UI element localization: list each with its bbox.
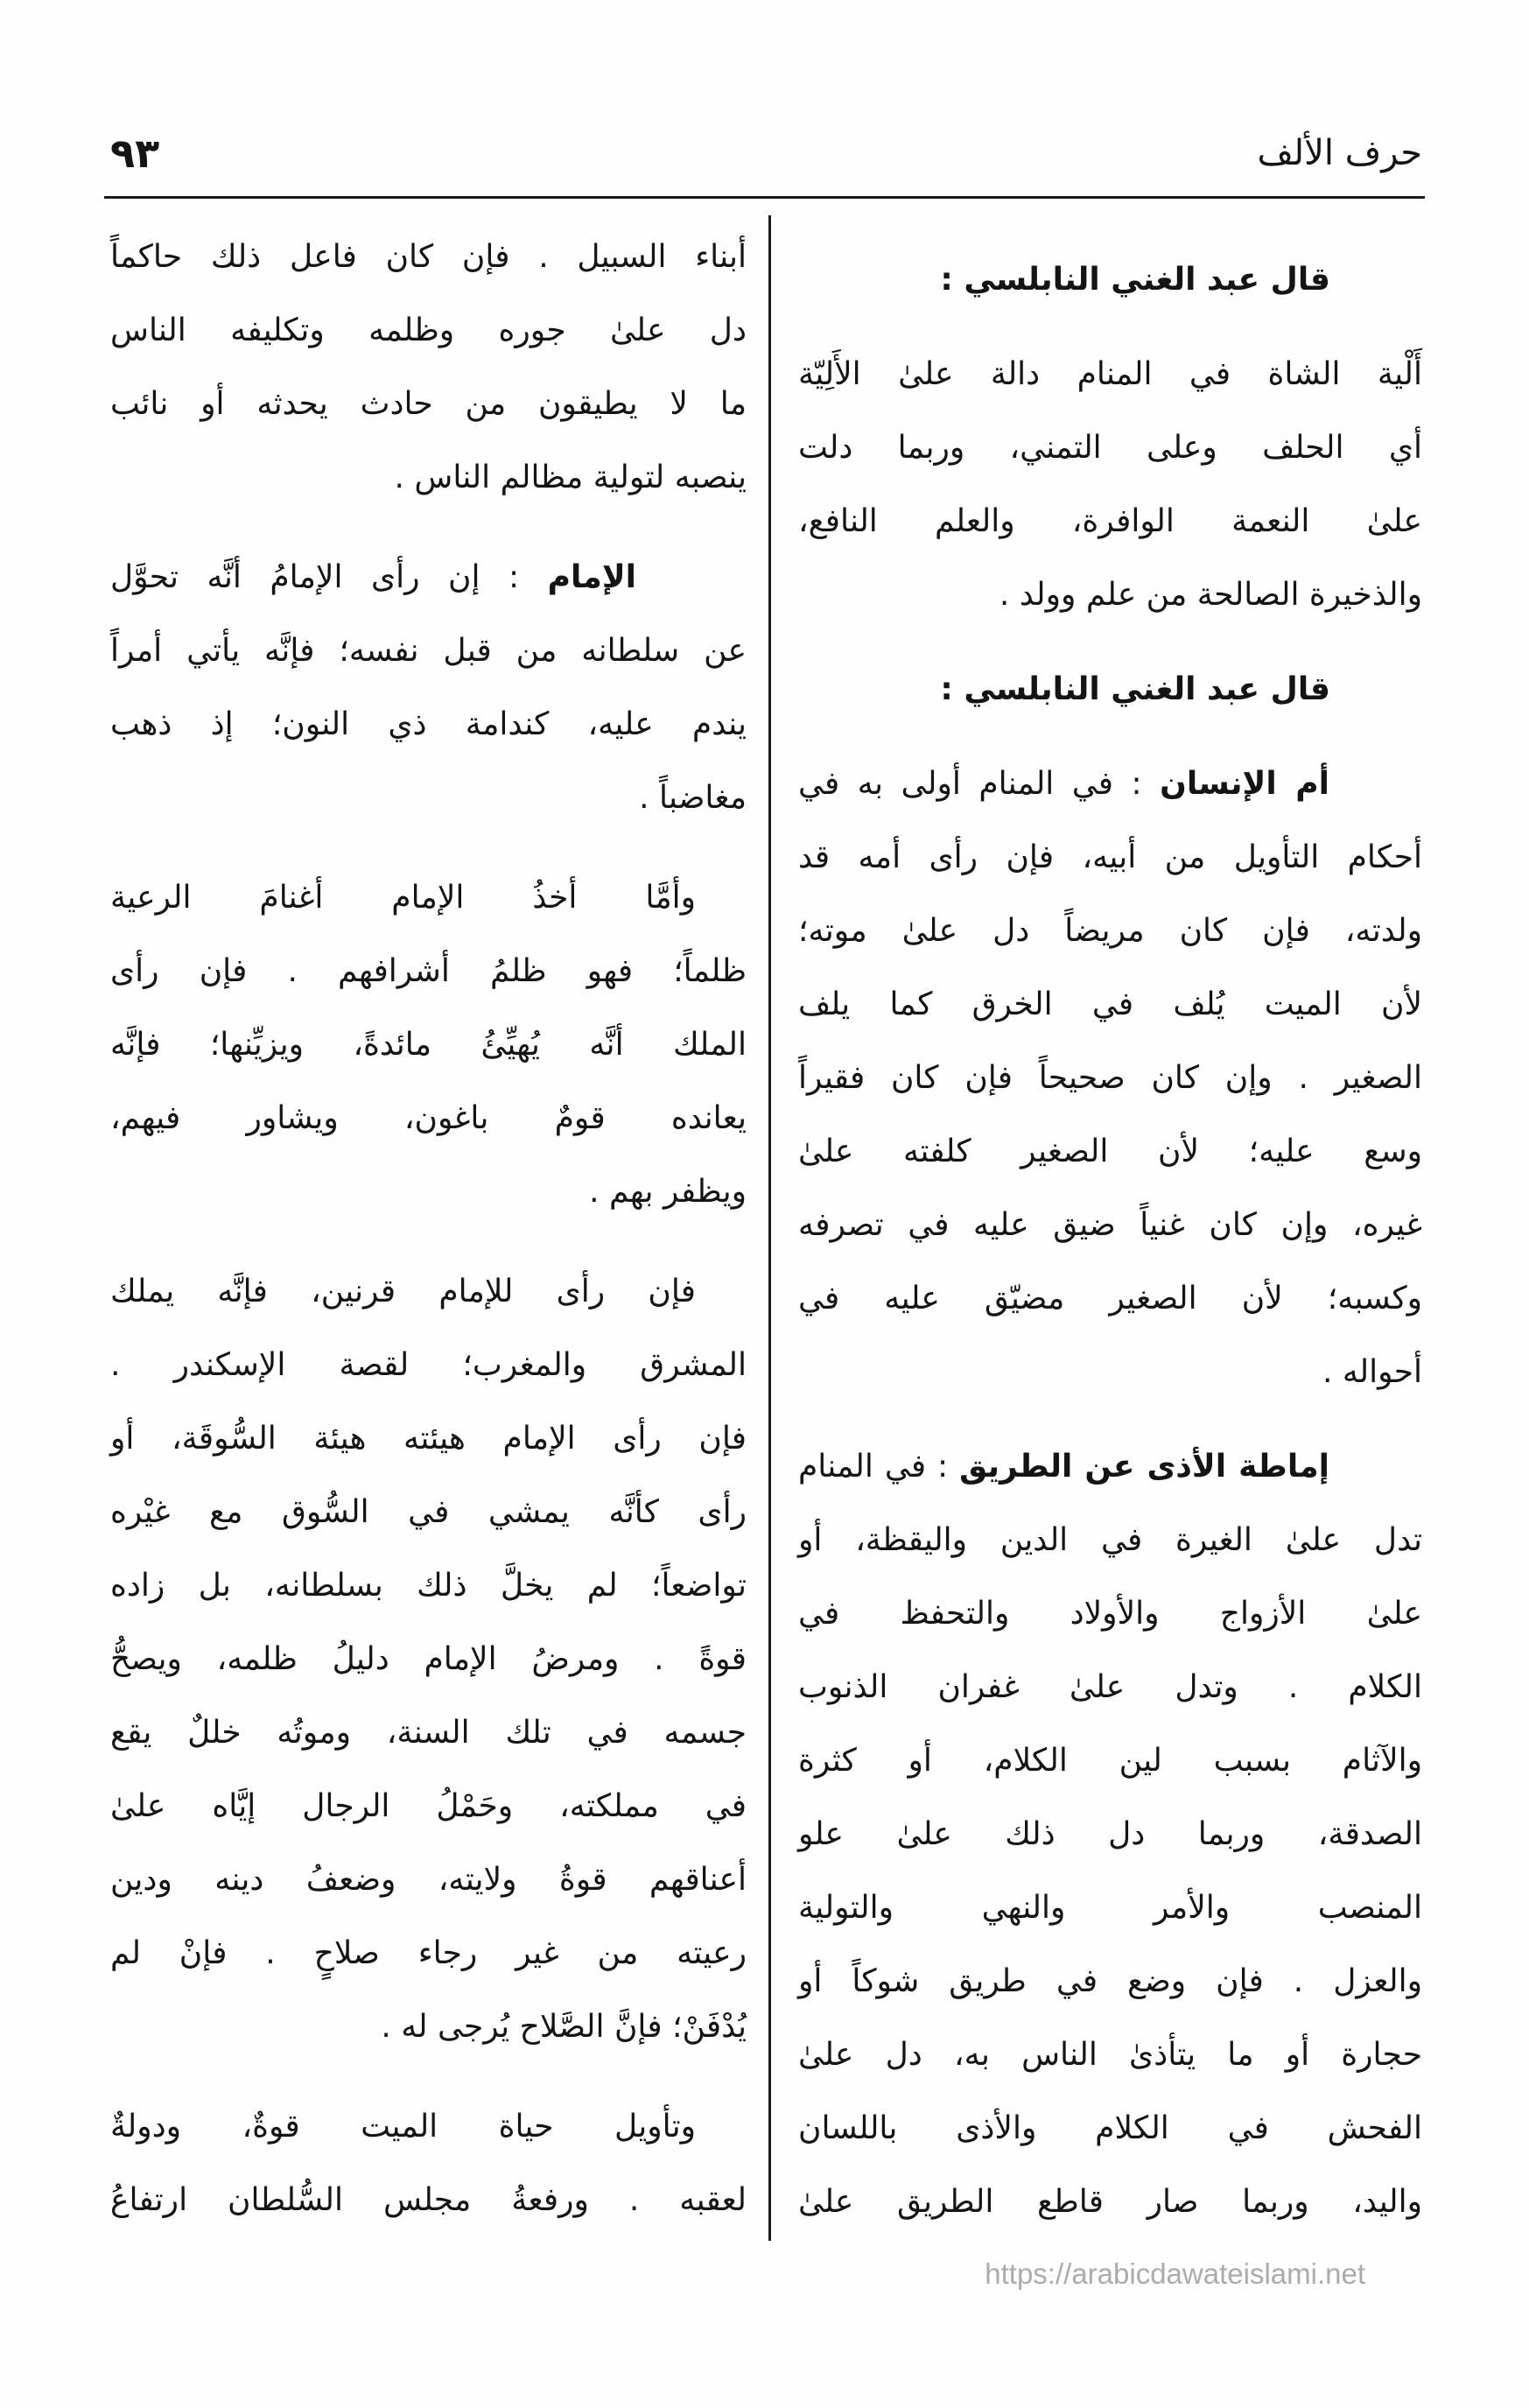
entry-term: الإمام: [547, 559, 636, 595]
text-line: دل علىٰ جوره وظلمه وتكليفه الناس: [110, 312, 747, 348]
text-line: عن سلطانه من قبل نفسه؛ فإنَّه يأتي أمراً: [110, 633, 747, 669]
entry-term: إماطة الأذى عن الطريق: [959, 1449, 1329, 1485]
source-heading: [798, 653, 1422, 727]
text-line: أي الحلف وعلى التمني، وربما دلت: [798, 430, 1422, 466]
text-line: في مملكته، وحَمْلُ الرجال إيَّاه علىٰ: [110, 1788, 747, 1824]
entry-text: : في المنام أولى به في: [798, 766, 1142, 802]
text-line: مغاضباً .: [639, 780, 747, 816]
dream-entry: [110, 541, 747, 835]
right-column: [798, 243, 1422, 2239]
text-line: فإن رأى الإمام هيئته هيئة السُّوقَة، أو: [110, 1421, 747, 1457]
entry-first-line: [798, 748, 1422, 821]
entry-first-line: [798, 1430, 1422, 1504]
text-line: الفحش في الكلام والأذى باللسان: [798, 2110, 1422, 2146]
text-line: رعيته من غير رجاء صلاحٍ . فإنْ لم: [110, 1935, 747, 1971]
column-divider: [768, 215, 771, 2241]
text-line: أحواله .: [1322, 1354, 1422, 1390]
paragraph: [798, 338, 1422, 632]
text-line: أحكام التأويل من أبيه، فإن رأى أمه قد: [798, 839, 1422, 875]
text-line: المشرق والمغرب؛ لقصة الإسكندر .: [110, 1347, 747, 1383]
text-line: ظلماً؛ فهو ظلمُ أشرافهم . فإن رأى: [110, 953, 747, 989]
text-line: وسع عليه؛ لأن الصغير كلفته علىٰ: [798, 1134, 1422, 1169]
text-line: الكلام . وتدل علىٰ غفران الذنوب: [798, 1669, 1422, 1705]
text-line: لأن الميت يُلف في الخرق كما يلف: [798, 986, 1422, 1022]
text-line: الملك أنَّه يُهيِّئُ مائدةً، ويزيِّنها؛ فإنَّه: [110, 1027, 747, 1063]
chapter-title: حرف الألف: [1257, 133, 1422, 173]
text-line: أَلْية الشاة في المنام دالة علىٰ الأَلِيّة: [798, 356, 1422, 392]
header-rule: [104, 196, 1425, 199]
text-line: ولدته، فإن كان مريضاً دل علىٰ موته؛: [798, 913, 1422, 949]
text-line: الصغير . وإن كان صحيحاً فإن كان فقيراً: [798, 1060, 1422, 1096]
text-line: رأى كأنَّه يمشي في السُّوق مع غيْره: [110, 1494, 747, 1530]
entry-text: : في المنام: [798, 1449, 949, 1485]
dream-entry: [798, 1430, 1422, 2239]
text-line: واليد، وربما صار قاطع الطريق علىٰ: [798, 2184, 1422, 2220]
source-heading: [798, 243, 1422, 317]
text-line: يعانده قومٌ باغون، ويشاور فيهم،: [110, 1100, 747, 1136]
text-line: حجارة أو ما يتأذىٰ الناس به، دل علىٰ: [798, 2037, 1422, 2073]
text-line: والآثام بسبب لين الكلام، أو كثرة: [798, 1743, 1422, 1779]
text-line: فإن رأى للإمام قرنين، فإنَّه يملك: [110, 1274, 696, 1309]
text-line: علىٰ النعمة الوافرة، والعلم النافع،: [798, 503, 1422, 539]
dream-entry: [798, 748, 1422, 1409]
text-line: وكسبه؛ لأن الصغير مضيّق عليه في: [798, 1281, 1422, 1316]
running-head: [0, 0, 1529, 201]
text-line: أعناقهم قوةُ ولايته، وضعفُ دينه ودين: [110, 1862, 747, 1898]
text-line: قوةً . ومرضُ الإمام دليلُ ظلمه، ويصحُّ: [110, 1641, 747, 1677]
paragraph: [110, 221, 747, 515]
text-line: ويظفر بهم .: [589, 1174, 747, 1210]
text-line: جسمه في تلك السنة، وموتُه خللٌ يقع: [110, 1715, 747, 1751]
text-line: ينصبه لتولية مظالم الناس .: [394, 460, 747, 495]
text-line: يُدْفَنْ؛ فإنَّ الصَّلاح يُرجى له .: [381, 2009, 747, 2045]
entry-term: أم الإنسان: [1160, 766, 1329, 802]
entry-text: : إن رأى الإمامُ أنَّه تحوَّل: [110, 559, 520, 595]
text-line: الصدقة، وربما دل ذلك علىٰ علو: [798, 1816, 1422, 1852]
text-line: أبناء السبيل . فإن كان فاعل ذلك حاكماً: [110, 239, 747, 275]
page-number: ٩٣: [110, 130, 160, 177]
text-line: لعقبه . ورفعةُ مجلس السُّلطان ارتفاعُ: [110, 2182, 747, 2218]
paragraph: [110, 2090, 747, 2237]
text-line: يندم عليه، كندامة ذي النون؛ إذ ذهب: [110, 706, 747, 742]
text-line: غيره، وإن كان غنياً ضيق عليه في تصرفه: [798, 1207, 1422, 1243]
text-line: والذخيرة الصالحة من علم وولد .: [999, 577, 1422, 613]
text-line: علىٰ الأزواج والأولاد والتحفظ في: [798, 1596, 1422, 1632]
text-line: والعزل . فإن وضع في طريق شوكاً أو: [798, 1963, 1422, 1999]
text-line: وأمَّا أخذُ الإمام أغنامَ الرعية: [110, 880, 696, 916]
text-line: المنصب والأمر والنهي والتولية: [798, 1890, 1422, 1926]
text-line: وتأويل حياة الميت قوةٌ، ودولةٌ: [110, 2109, 696, 2145]
text-line: تواضعاً؛ لم يخلَّ ذلك بسلطانه، بل زاده: [110, 1568, 747, 1604]
source-heading-line: قال عبد الغني النابلسي :: [940, 262, 1330, 298]
paragraph: [110, 861, 747, 1229]
watermark-url: https://arabicdawateislami.net: [985, 2257, 1365, 2290]
paragraph: [110, 1255, 747, 2064]
left-column: [110, 221, 747, 2237]
entry-first-line: [110, 541, 747, 614]
source-heading-line: قال عبد الغني النابلسي :: [940, 671, 1330, 707]
text-line: تدل علىٰ الغيرة في الدين واليقظة، أو: [798, 1522, 1422, 1558]
text-line: ما لا يطيقون من حادث يحدثه أو نائب: [110, 386, 747, 422]
